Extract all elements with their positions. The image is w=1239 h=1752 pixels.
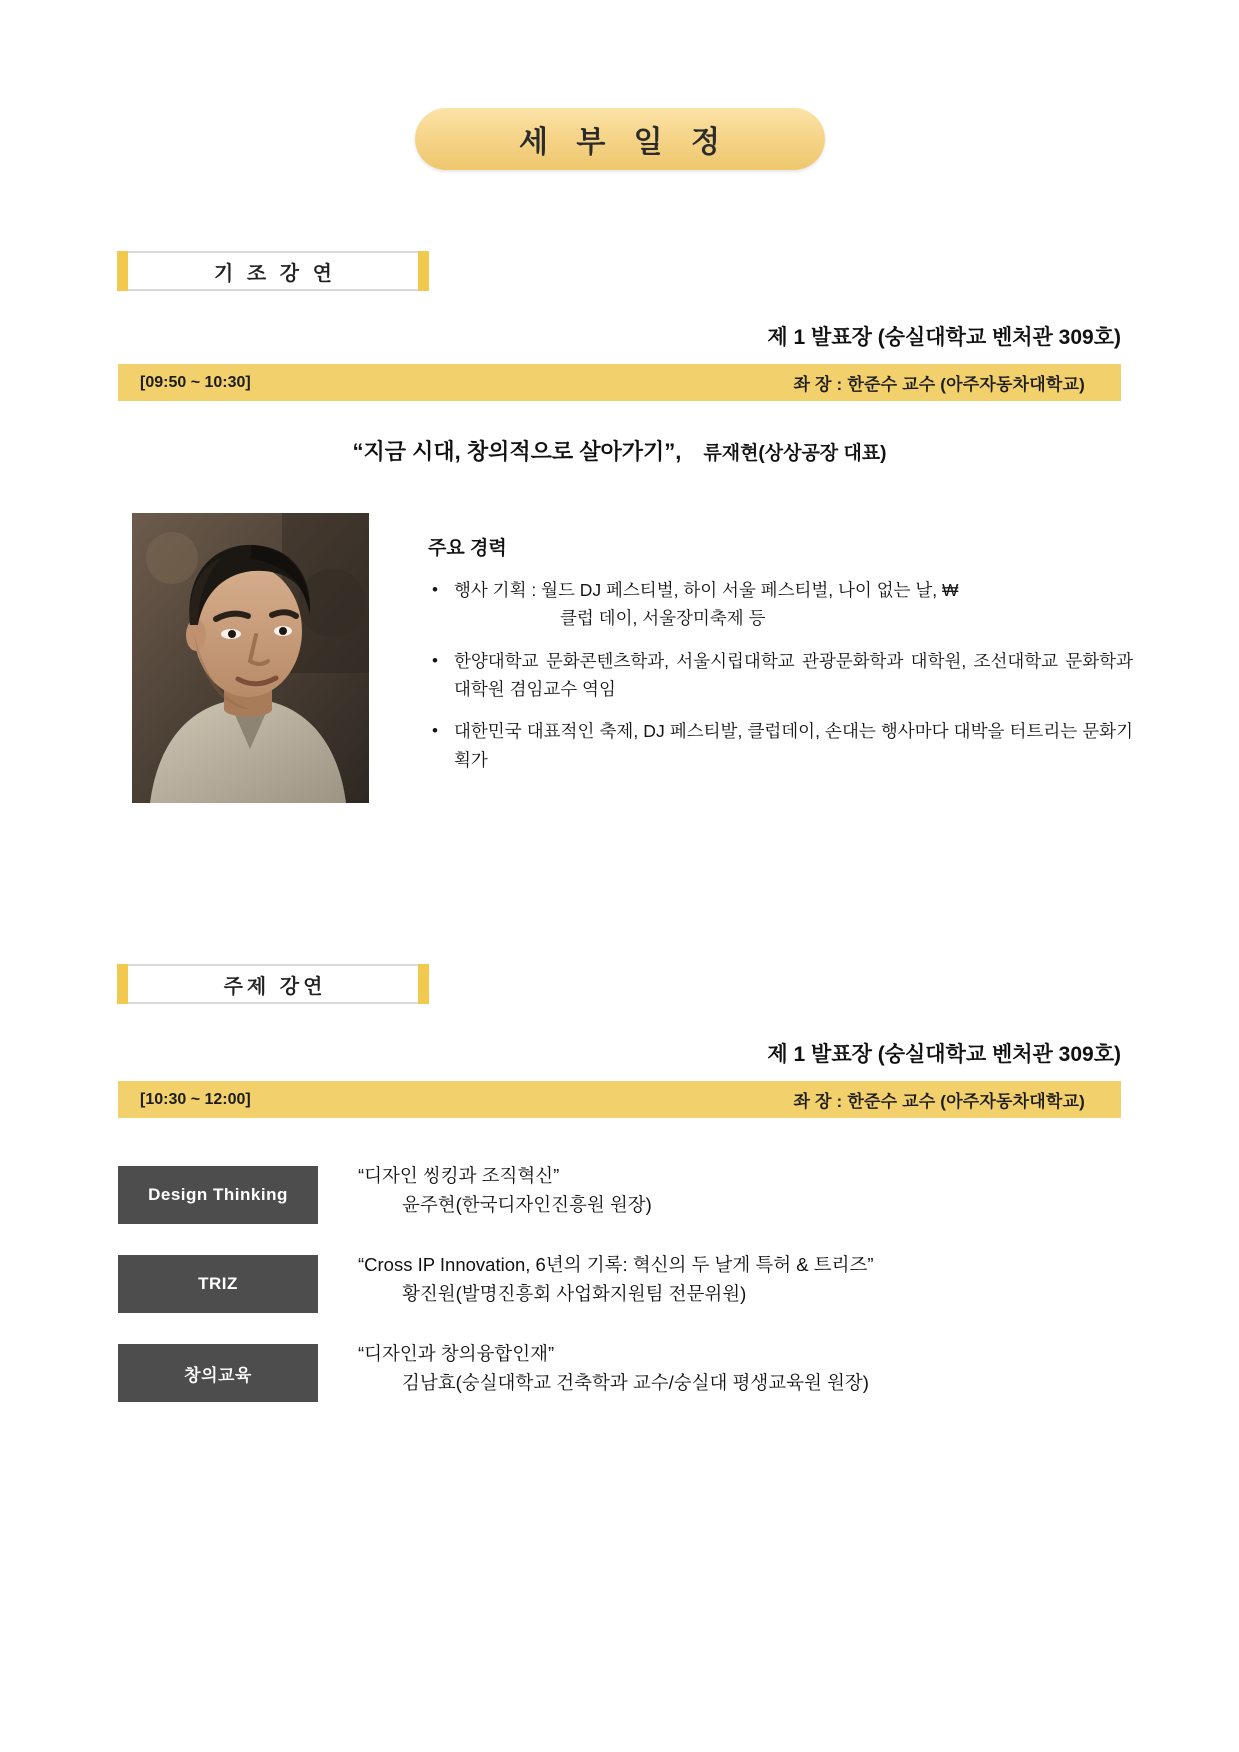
section-tab-topic	[118, 964, 428, 1004]
lecture-row	[118, 1344, 1121, 1402]
lecture-tag: TRIZ	[118, 1255, 318, 1313]
lecture-row	[118, 1166, 1121, 1224]
career-item-line1: 한양대학교 문화콘텐츠학과, 서울시립대학교 관광문화학과 대학원,	[454, 650, 967, 671]
lecture-title: “디자인 씽킹과 조직혁신”	[358, 1165, 560, 1186]
lecture-title: “디자인과 창의융합인재”	[358, 1343, 555, 1364]
info-bar-topic	[118, 1081, 1121, 1118]
lecture-row	[118, 1255, 1121, 1313]
lecture-text	[358, 1162, 1121, 1219]
chair-topic: 좌 장 : 한준수 교수 (아주자동차대학교)	[793, 1092, 1085, 1111]
time-keynote: [09:50 ~ 10:30]	[140, 373, 251, 391]
career-item-line2: 조선대학교 문화학과 대학원 겸임교수 역임	[454, 650, 1133, 700]
document-title-banner	[0, 108, 1239, 170]
page-title: 세 부 일 정	[519, 126, 730, 159]
career-block	[428, 533, 1133, 788]
section-tab-topic-label: 주제 강연	[223, 975, 327, 998]
career-item	[428, 576, 1133, 633]
career-heading: 주요 경력	[428, 538, 507, 559]
career-item-line2: 대박을 터트리는 문화기획가	[454, 721, 1133, 770]
info-bar-keynote	[118, 364, 1121, 401]
venue-topic: 제 1 발표장 (숭실대학교 벤처관 309호)	[767, 1043, 1121, 1066]
portrait-illustration	[132, 513, 369, 803]
career-item-line1: 행사 기획 : 월드 DJ 페스티벌, 하이 서울 페스티벌, 나이 없는 날, ₩	[454, 580, 959, 600]
career-item-line1: 대한민국 대표적인 축제, DJ 페스티발, 클럽데이, 손대는 행사마다	[454, 721, 949, 742]
section-tab-keynote	[118, 251, 428, 291]
lecture-text	[358, 1251, 1121, 1308]
lecture-text	[358, 1340, 1121, 1397]
lecture-speaker: 윤주현(한국디자인진흥원 원장)	[402, 1193, 652, 1215]
time-topic: [10:30 ~ 12:00]	[140, 1090, 251, 1108]
keynote-speaker: 류재현(상상공장 대표)	[703, 443, 887, 464]
career-item	[428, 717, 1133, 774]
lecture-speaker: 김남효(숭실대학교 건축학과 교수/숭실대 평생교육원 원장)	[402, 1371, 869, 1393]
chair-keynote: 좌 장 : 한준수 교수 (아주자동차대학교)	[793, 375, 1085, 394]
career-item-line2: 클럽 데이, 서울장미축제 등	[560, 608, 766, 629]
lecture-tag: Design Thinking	[118, 1166, 318, 1224]
keynote-title: “지금 시대, 창의적으로 살아가기”,	[352, 439, 682, 464]
venue-keynote: 제 1 발표장 (숭실대학교 벤처관 309호)	[767, 326, 1121, 349]
lecture-tag: 창의교육	[118, 1344, 318, 1402]
keynote-title-row	[0, 435, 1239, 466]
section-tab-keynote-label: 기 조 강 연	[214, 262, 336, 285]
career-item	[428, 647, 1133, 704]
title-pill	[415, 108, 825, 170]
lecture-title: “Cross IP Innovation, 6년의 기록: 혁신의 두 날게 특허 & 트리즈”	[358, 1254, 874, 1275]
lecture-speaker: 황진원(발명진흥회 사업화지원팀 전문위원)	[402, 1282, 747, 1304]
speaker-photo	[132, 513, 369, 803]
career-list	[428, 576, 1133, 774]
